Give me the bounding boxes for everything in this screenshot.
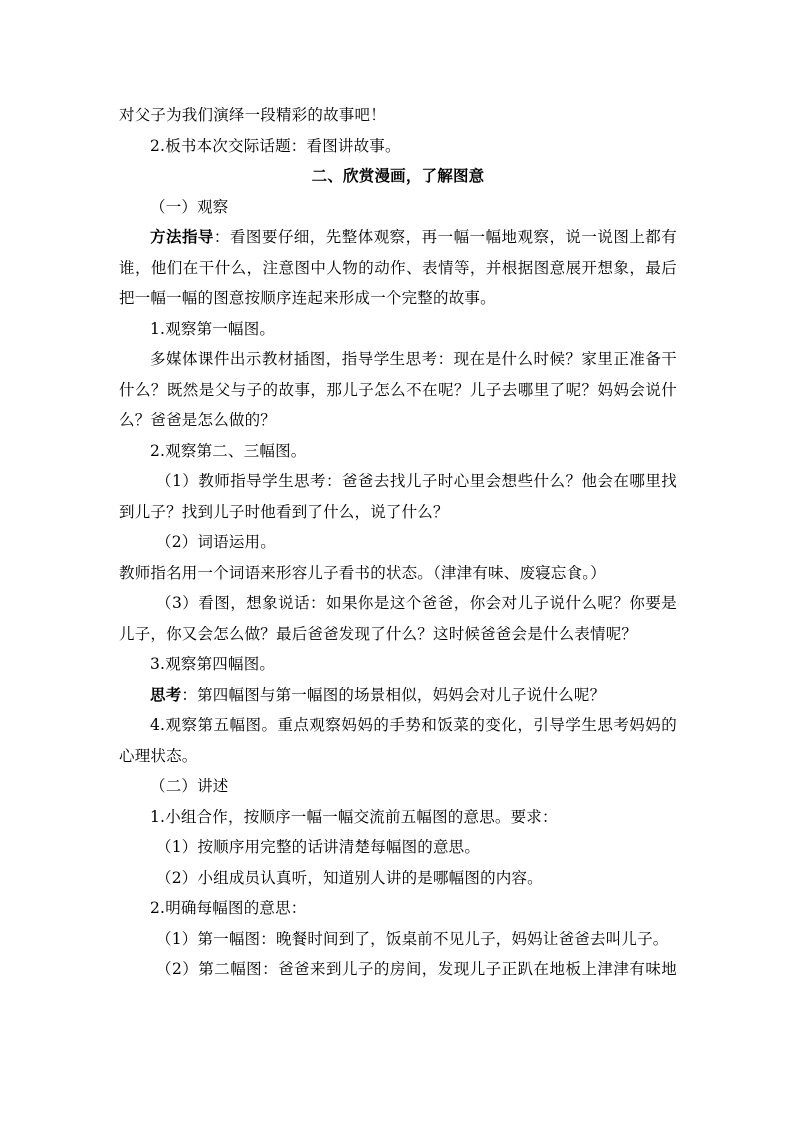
paragraph-line: 儿子，你又会怎么做？最后爸爸发现了什么？这时候爸爸会是什么表情呢？	[119, 624, 638, 643]
list-item: 2.观察第二、三幅图。	[150, 441, 307, 460]
subsection-heading: （一）观察	[150, 197, 229, 216]
paragraph-line: 多媒体课件出示教材插图，指导学生思考：现在是什么时候？家里正准备干	[150, 350, 677, 368]
paragraph-text: ：看图要仔细，先整体观察，再一幅一幅地观察，说一说图上都有	[213, 228, 677, 246]
bold-label: 方法指导	[150, 228, 214, 246]
list-item: （2）第二幅图：爸爸来到儿子的房间，发现儿子正趴在地板上津津有味地	[156, 960, 677, 978]
list-item: 3.观察第四幅图。	[150, 655, 276, 673]
list-item: 1.观察第一幅图。	[150, 319, 276, 338]
paragraph-line	[119, 680, 677, 711]
paragraph-line: 2.板书本次交际话题：看图讲故事。	[150, 136, 401, 155]
document-body	[119, 100, 677, 985]
subsection-heading: （二）讲述	[150, 777, 229, 795]
list-item: （1）第一幅图：晚餐时间到了，饭桌前不见儿子，妈妈让爸爸去叫儿子。	[156, 929, 669, 948]
paragraph-line: 对父子为我们演绎一段精彩的故事吧！	[119, 106, 386, 124]
list-item: 4.观察第五幅图。重点观察妈妈的手势和饭菜的变化，引导学生思考妈妈的	[150, 716, 677, 734]
paragraph-text: ：第四幅图与第一幅图的场景相似，妈妈会对儿子说什么呢？	[181, 685, 606, 704]
paragraph-line: 么？爸爸是怎么做的？	[119, 411, 277, 429]
paragraph-line: （3）看图，想象说话：如果你是这个爸爸，你会对儿子说什么呢？你要是	[156, 594, 677, 612]
list-item: 2.明确每幅图的意思：	[150, 899, 307, 917]
paragraph-line: 谁，他们在干什么，注意图中人物的动作、表情等，并根据图意展开想象，最后	[119, 258, 677, 277]
list-item: （1）按顺序用完整的话讲清楚每幅图的意思。	[156, 838, 481, 856]
section-heading: 二、欣赏漫画，了解图意	[311, 167, 485, 185]
list-item: 1.小组合作，按顺序一幅一幅交流前五幅图的意思。要求：	[150, 807, 558, 826]
paragraph-line: （1）教师指导学生思考：爸爸去找儿子时心里会想些什么？他会在哪里找	[156, 472, 677, 490]
paragraph-line: 把一幅一幅的图意按顺序连起来形成一个完整的故事。	[119, 289, 496, 307]
paragraph-line: 教师指名用一个词语来形容儿子看书的状态。（津津有味、废寝忘食。）	[119, 563, 606, 582]
paragraph-line: 到儿子？找到儿子时他看到了什么，说了什么？	[119, 502, 449, 521]
paragraph-line: 什么？既然是父与子的故事，那儿子怎么不在呢？儿子去哪里了呢？妈妈会说什	[119, 380, 677, 399]
list-item: （2）小组成员认真听，知道别人讲的是哪幅图的内容。	[156, 868, 543, 887]
bold-label: 思考	[150, 685, 182, 704]
paragraph-line	[119, 222, 677, 253]
paragraph-line: 心理状态。	[119, 746, 198, 765]
list-item: （2）词语运用。	[156, 533, 276, 551]
